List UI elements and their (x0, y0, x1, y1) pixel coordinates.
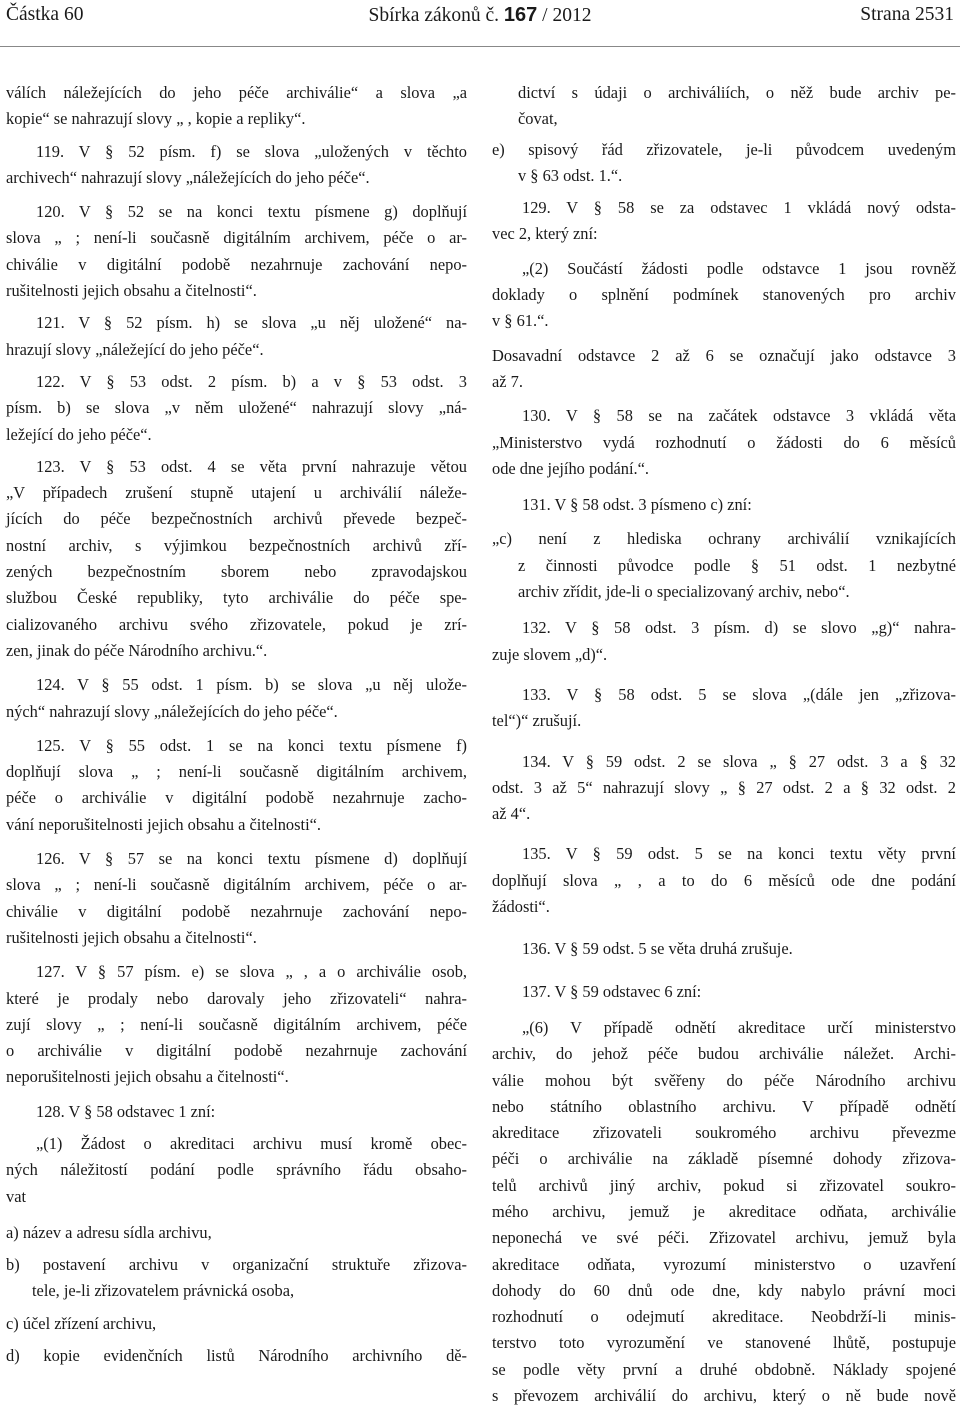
text-line: kopie“ se nahrazují slovy „ , kopie a repliky“. (6, 109, 306, 129)
text-line: akreditace odňata, vyrozumí ministerstvo o uzavření (492, 1254, 956, 1274)
text-line: žádosti“. (492, 897, 550, 917)
list-item: d) kopie evidenčních listů Národního archivního dě- (6, 1346, 467, 1366)
law-number: 167 (503, 4, 538, 26)
text-line: 126. V § 57 se na konci textu písmene d) doplňují (36, 849, 467, 869)
text-line: doklady o splnění podmínek stanovených pro archiv (492, 285, 956, 305)
text-line: dohody do 60 dnů ode dne, kdy nabylo právní moci (492, 1280, 956, 1300)
text-line: jících do péče bezpečnostních archivů převede bezpeč- (6, 509, 467, 529)
text-line: které je prodaly nebo darovaly jeho zřizovateli“ nahra- (6, 988, 467, 1008)
text-line: terstvo toto vyrozumění ve stanovené lhůtě, postupuje (492, 1333, 956, 1353)
text-line: rozhodnutí o odejmutí akreditace. Neobdrží-li minis- (492, 1307, 956, 1327)
text-line: péče o archiválie v digitální podobě nezahrnuje zacho- (6, 788, 467, 808)
text-line: „Ministerstvo vydá rozhodnutí o žádosti do 6 měsíců (492, 432, 956, 452)
text-line: 130. V § 58 se na začátek odstavce 3 vkládá věta (522, 406, 956, 426)
left-column (6, 80, 467, 1369)
text-line: archiv zřídit, jde-li o specializovaný archiv, nebo“. (518, 582, 850, 602)
right-column (492, 80, 956, 1409)
text-line: doplňují slova „ , a to do 6 měsíců ode dne podání (492, 870, 956, 890)
text-line: 132. V § 58 odst. 3 písm. d) se slovo „g)“ nahra- (522, 618, 956, 638)
text-line: neponechá ve své péči. Zřizovatel archivu, jemuž byla (492, 1228, 956, 1248)
page-number: Strana 2531 (860, 4, 954, 25)
text-line: chiválie v digitální podobě nezahrnuje zachování nepo- (6, 901, 467, 921)
list-item: „c) není z hlediska ochrany archiválií vznikajících (492, 529, 956, 549)
text-line: ode dne jejího podání.“. (492, 458, 650, 478)
text-line: archiv, do jehož péče budou archiválie náležet. Archi- (492, 1044, 956, 1064)
text-line: 119. V § 52 písm. f) se slova „uložených v těchto (36, 141, 467, 161)
list-item: e) spisový řád zřizovatele, je-li původcem uvedeným (492, 139, 956, 159)
text-line: slova „ ; není-li současně digitálním archivem, péče o ar- (6, 875, 467, 895)
text-line: vat (6, 1186, 27, 1206)
text-line: 124. V § 55 odst. 1 písm. b) se slova „u něj ulože- (36, 675, 467, 695)
text-line: tele, je-li zřizovatelem právnická osoba, (32, 1281, 295, 1301)
text-line: 123. V § 53 odst. 4 se věta první nahrazuje větou (36, 456, 467, 476)
text-line: 135. V § 59 odst. 5 se na konci textu věty první (522, 844, 956, 864)
text-line: rušitelnosti jejich obsahu a čitelnosti“. (6, 281, 257, 301)
text-line: „(2) Součástí žádosti podle odstavce 1 jsou rovněž (522, 258, 956, 278)
text-line: vání neporušitelnosti jejich obsahu a čitelnosti“. (6, 814, 321, 834)
text-line: v § 61.“. (492, 311, 549, 331)
collection-title (6, 4, 954, 27)
text-line: 120. V § 52 se na konci textu písmene g) doplňují (36, 202, 467, 222)
text-line: zen, jinak do péče Národního archivu.“. (6, 640, 268, 660)
page-header (6, 4, 954, 34)
collection-prefix: Sbírka zákonů č. (368, 5, 500, 26)
text-line: nostní archiv, s výjimkou bezpečnostních archivů zří- (6, 535, 467, 555)
issue-label: Částka 60 (6, 4, 84, 25)
text-line: 136. V § 59 odst. 5 se věta druhá zrušuje. (522, 939, 793, 959)
text-line: válích náležejících do jeho péče archiválie“ a slova „a (6, 83, 467, 102)
text-line: z činnosti původce podle § 51 odst. 1 nezbytné (518, 555, 956, 575)
text-line: 131. V § 58 odst. 3 písmeno c) zní: (522, 495, 752, 515)
text-line: čovat, (518, 109, 558, 129)
text-line: péči o archiválie na základě písemné dohody zřizova- (492, 1149, 956, 1169)
text-line: „(1) Žádost o akreditaci archivu musí kromě obec- (36, 1133, 467, 1153)
text-line: Dosavadní odstavce 2 až 6 se označují jako odstavce 3 (492, 345, 956, 365)
text-line: 128. V § 58 odstavec 1 zní: (36, 1101, 216, 1121)
list-item: b) postavení archivu v organizační struktuře zřizova- (6, 1255, 467, 1275)
text-line: 134. V § 59 odst. 2 se slova „ § 27 odst. 3 a § 32 (522, 751, 956, 771)
text-line: písm. b) se slova „v něm uložené“ nahrazují slovy „ná- (6, 398, 467, 418)
text-line: službou České republiky, tyto archiválie do péče spe- (6, 588, 467, 608)
text-line: ležející do jeho péče“. (6, 424, 152, 444)
text-line: válie mohou být svěřeny do péče Národního archivu (492, 1070, 956, 1090)
text-line: doplňují slova „ ; není-li současně digitálním archivem, (6, 762, 467, 782)
text-line: se podle věty první a druhé obdobně. Náklady spojené (492, 1359, 956, 1379)
text-line: s převozem archiválií do archivu, který o ně bude nově (492, 1386, 956, 1406)
text-line: 137. V § 59 odstavec 6 zní: (522, 981, 702, 1001)
text-line: akreditace zřizovateli soukromého archivu převezme (492, 1123, 956, 1143)
text-line: mého archivu, jemuž je akreditace odňata, archiválie (492, 1201, 956, 1221)
text-line: ných náležitostí podání podle správního řádu obsaho- (6, 1160, 467, 1180)
text-line: „V případech zrušení stupně utajení u archiválií náleže- (6, 483, 467, 503)
text-line: chiválie v digitální podobě nezahrnuje zachování nepo- (6, 254, 467, 274)
text-line: ných“ nahrazují slovy „náležejících do jeho péče“. (6, 701, 338, 721)
list-item: c) účel zřízení archivu, (6, 1313, 157, 1333)
text-line: 129. V § 58 se za odstavec 1 vkládá nový odsta- (522, 198, 956, 218)
text-line: vec 2, který zní: (492, 224, 598, 244)
text-line: o archiválie v digitální podobě nezahrnuje zachování (6, 1041, 467, 1061)
text-line: dictví s údaji o archiváliích, o něž bude archiv pe- (518, 83, 956, 102)
text-line: v § 63 odst. 1.“. (518, 165, 623, 185)
text-line: 133. V § 58 odst. 5 se slova „(dále jen „zřizova- (522, 684, 956, 704)
text-line: 121. V § 52 písm. h) se slova „u něj uložené“ na- (36, 313, 467, 333)
header-rule (0, 46, 960, 47)
text-line: cializovaného archivu svého zřizovatele, pokud je zrí- (6, 614, 467, 634)
text-line: 125. V § 55 odst. 1 se na konci textu písmene f) (36, 735, 467, 755)
text-line: odst. 3 až 5“ nahrazují slovy „ § 27 odst. 2 a § 32 odst. 2 (492, 777, 956, 797)
text-line: neporušitelnosti jejich obsahu a čitelnosti“. (6, 1067, 289, 1087)
text-line: zuje slovem „d)“. (492, 644, 608, 664)
text-line: až 4“. (492, 804, 531, 824)
list-item: a) název a adresu sídla archivu, (6, 1222, 212, 1242)
text-line: „(6) V případě odnětí akreditace určí ministerstvo (522, 1017, 956, 1037)
text-line: 127. V § 57 písm. e) se slova „ , a o archiválie osob, (36, 962, 467, 982)
text-line: nebo státního oblastního archivu. V případě odnětí (492, 1096, 956, 1116)
text-line: telů archivů jiný archiv, pokud si zřizovatel soukro- (492, 1175, 956, 1195)
text-line: až 7. (492, 371, 523, 391)
text-line: tel“)“ zrušují. (492, 711, 582, 731)
text-line: rušitelnosti jejich obsahu a čitelnosti“. (6, 927, 257, 947)
text-line: hrazují slovy „náležející do jeho péče“. (6, 339, 264, 359)
text-line: archivech“ nahrazují slovy „náležejících do jeho péče“. (6, 167, 370, 187)
text-line: slova „ ; není-li současně digitálním archivem, péče o ar- (6, 228, 467, 248)
text-line: zených bezpečnostním sborem nebo zpravodajskou (6, 562, 467, 582)
law-year: / 2012 (537, 5, 592, 26)
text-line: zují slovy „ ; není-li současně digitálním archivem, péče (6, 1014, 467, 1034)
text-line: 122. V § 53 odst. 2 písm. b) a v § 53 odst. 3 (36, 371, 467, 391)
